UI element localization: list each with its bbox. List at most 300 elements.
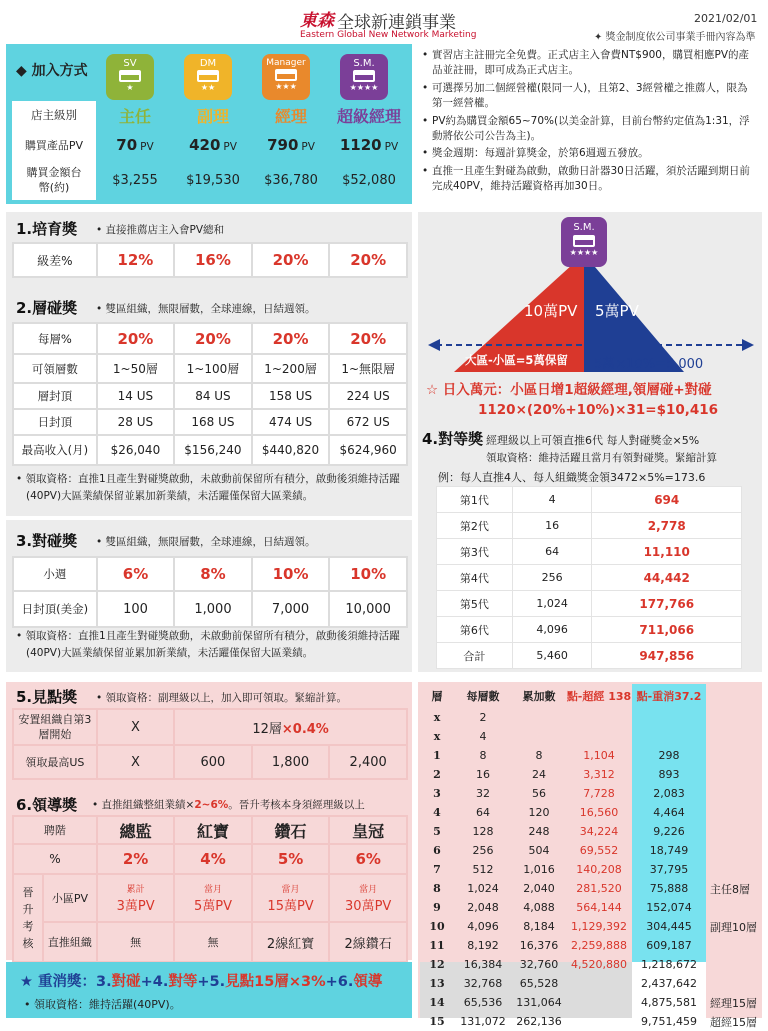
layer-cell: 1,024 xyxy=(467,882,499,895)
rank-name: 紅寶 xyxy=(174,816,251,844)
cell-value: 1~50層 xyxy=(97,354,174,383)
level-pv-sv: 70 PV xyxy=(116,135,154,154)
table-row xyxy=(420,936,706,955)
caption-left: 大區-小區=5萬保留 xyxy=(465,353,568,367)
layer-cell: 2 xyxy=(479,711,487,724)
level-badge-code: DM xyxy=(199,58,217,69)
row-label: 級差% xyxy=(13,243,97,277)
cell-value: 28 US xyxy=(97,409,174,435)
layer-cell: 15 xyxy=(429,1015,445,1028)
level-amount-dm: $19,530 xyxy=(186,172,240,188)
cell-value: 1~無限層 xyxy=(329,354,407,383)
layer-cell: 56 xyxy=(532,787,546,800)
pv-unit: PV xyxy=(223,140,237,153)
generation-bonus: 2,778 xyxy=(592,513,742,539)
layer-cell: 1,218,672 xyxy=(641,958,697,971)
layer-cell: 248 xyxy=(528,825,550,838)
cell-value: 100 xyxy=(97,591,174,627)
pv-label: 小區PV xyxy=(43,874,97,922)
layer-cell: 8 xyxy=(479,749,487,762)
join-bullet: • 直推一且產生對碰為啟動，啟動日計器30日活躍，須於活躍到期日前完成40PV，維持活躍資格再加30日。 xyxy=(422,164,750,193)
layer-cell: 131,064 xyxy=(516,996,562,1009)
layer-cell: 4,088 xyxy=(523,901,555,914)
store-icon xyxy=(197,70,219,82)
header xyxy=(0,0,768,42)
cell-value: 20% xyxy=(329,323,407,354)
rank-pct: 5% xyxy=(252,844,330,874)
layer-cell: 128 xyxy=(472,825,494,838)
layer-cell: 9,751,459 xyxy=(641,1015,697,1028)
section-5-title: 5.見點獎 xyxy=(16,688,78,706)
generation-bonus: 11,110 xyxy=(592,539,742,565)
cell-value: 1,800 xyxy=(252,745,330,779)
layer-cell: 1,129,392 xyxy=(571,920,627,933)
layer-cell xyxy=(566,993,632,1012)
layer-cell: 2,048 xyxy=(467,901,499,914)
layer-cell xyxy=(566,727,632,746)
layer-side-label: 超經15層 xyxy=(710,1016,757,1029)
table-row xyxy=(420,803,706,822)
layer-cell: 32,760 xyxy=(519,958,559,971)
level-badge-stars: ★★★★ xyxy=(349,83,379,92)
layer-side-label: 經理15層 xyxy=(710,997,757,1010)
section-4-note-1: 經理級以上可領直推6代 每人對碰獎金×5% xyxy=(486,434,700,447)
rank-org: 無 xyxy=(174,922,251,962)
cell-value: 600 xyxy=(174,745,252,779)
layer-cell xyxy=(512,727,566,746)
arrow-right-icon xyxy=(742,339,754,351)
header-subtitle: Eastern Global New Network Marketing xyxy=(300,30,477,40)
layer-cell: 37,795 xyxy=(649,863,689,876)
cell-value: 672 US xyxy=(329,409,407,435)
rank-name: 鑽石 xyxy=(252,816,330,844)
cell-value: 1~100層 xyxy=(174,354,252,383)
pv-unit: PV xyxy=(140,140,154,153)
section-2-note: • 雙區組織，無限層數，全球連線，日結週領。 xyxy=(96,303,316,315)
cell-value: $156,240 xyxy=(174,435,252,465)
table-row xyxy=(420,879,706,898)
cell-value: 20% xyxy=(174,323,252,354)
row-label: 日封頂 xyxy=(13,409,97,435)
level-badge-dm xyxy=(184,54,232,100)
layer-cell: 262,136 xyxy=(516,1015,562,1028)
section-1-title: 1.培育獎 xyxy=(16,220,78,238)
rank-pct: 2% xyxy=(97,844,174,874)
brand-logo: 東森 xyxy=(300,11,334,31)
promotion-side-label: 晉升考核 xyxy=(13,874,43,962)
table-row xyxy=(420,974,706,993)
generation-bonus: 947,856 xyxy=(592,643,742,669)
level-name-manager: 經理 xyxy=(274,106,307,126)
header-date: 2021/02/01 xyxy=(694,12,758,25)
cell-value: 1,000 xyxy=(174,591,252,627)
level-badge-stars: ★ xyxy=(126,83,134,92)
layer-cell: 2,259,888 xyxy=(571,939,627,952)
join-bullet: • 實習店主註冊完全免費。正式店主入會費NT$900，購買相應PV的產品並註冊，即可成為正式店主。 xyxy=(422,49,750,77)
generation-label: 合計 xyxy=(437,643,513,669)
level-amount-sm: $52,080 xyxy=(342,172,396,188)
layer-cell: 34,224 xyxy=(579,825,619,838)
generation-count: 64 xyxy=(512,539,592,565)
cell-value: 6% xyxy=(97,557,174,591)
row-label: 每層% xyxy=(13,323,97,354)
generation-count: 4,096 xyxy=(512,617,592,643)
table-row xyxy=(437,487,742,513)
generation-label: 第6代 xyxy=(437,617,513,643)
layer-cell: 298 xyxy=(658,749,680,762)
section-6-note: • 直推組織整組業績×2~6%。晉升考核本身須經理級以上 xyxy=(92,799,365,811)
layer-cell: 8 xyxy=(433,882,441,895)
row-label-level: 店主級別 xyxy=(12,101,96,129)
row-label-amount: 購買金額台幣(約) xyxy=(12,160,96,200)
generation-bonus: 44,442 xyxy=(592,565,742,591)
section-5-note: • 領取資格：副理級以上，加入即可領取。緊縮計算。 xyxy=(96,692,348,704)
layer-cell: 2 xyxy=(433,768,441,781)
layer-cell: 4 xyxy=(433,806,441,819)
layer-cell: 16,384 xyxy=(463,958,503,971)
table-row xyxy=(437,643,742,669)
cell-value: 1~200層 xyxy=(252,354,330,383)
cell-value: 20% xyxy=(252,243,330,277)
cell-value: 224 US xyxy=(329,383,407,409)
layer-cell: 16,376 xyxy=(519,939,559,952)
layer-cell: x xyxy=(433,730,441,743)
layer-cell: 304,445 xyxy=(646,920,692,933)
section-2-table xyxy=(12,322,408,466)
caption-right: 5萬×10%=5,000 xyxy=(594,357,704,372)
join-title: ◆ 加入方式 xyxy=(16,63,88,79)
layer-cell: 2,083 xyxy=(653,787,685,800)
table-row xyxy=(420,841,706,860)
level-badge-sv xyxy=(106,54,154,100)
layer-cell: 512 xyxy=(472,863,494,876)
cell-value: X xyxy=(97,709,174,745)
layer-cell: 12 xyxy=(429,958,445,971)
section-3-table xyxy=(12,556,408,628)
generation-label: 第1代 xyxy=(437,487,513,513)
layer-cell: 3,312 xyxy=(583,768,615,781)
cell-value: 14 US xyxy=(97,383,174,409)
generation-label: 第5代 xyxy=(437,591,513,617)
row-label: 小週 xyxy=(13,557,97,591)
section-2-title: 2.層碰獎 xyxy=(16,299,78,317)
rank-pv-value: 5萬PV xyxy=(194,899,233,914)
layer-cell: 75,888 xyxy=(649,882,689,895)
pct-label: % xyxy=(13,844,97,874)
rank-org: 2線紅寶 xyxy=(252,922,330,962)
layer-cell: 1 xyxy=(433,749,441,762)
generation-bonus: 694 xyxy=(592,487,742,513)
row-label: 安置組織自第3層開始 xyxy=(13,709,97,745)
rank-pv xyxy=(97,874,174,922)
row-label-pv: 購買產品PV xyxy=(12,129,96,160)
layer-cell: 4 xyxy=(479,730,487,743)
layer-cell xyxy=(632,708,706,727)
row-label: 層封頂 xyxy=(13,383,97,409)
join-bullets xyxy=(422,48,756,195)
arrow-left-icon xyxy=(428,339,440,351)
cell-value-span: 12層×0.4% xyxy=(174,709,407,745)
section-3-title: 3.對碰獎 xyxy=(16,532,78,550)
layer-cell xyxy=(566,974,632,993)
layer-cell: 3 xyxy=(433,787,441,800)
layer-cell: 8,184 xyxy=(523,920,555,933)
table-row xyxy=(420,822,706,841)
cell-value: $440,820 xyxy=(252,435,330,465)
section-4-table xyxy=(436,486,742,669)
cell-value: 474 US xyxy=(252,409,330,435)
layer-cell: 6 xyxy=(433,844,441,857)
section-4-example: 例：每人直推4人、每人組織獎金領3472×5%=173.6 xyxy=(438,471,706,484)
generation-count: 5,460 xyxy=(512,643,592,669)
row-label: 可領層數 xyxy=(13,354,97,383)
store-icon xyxy=(119,70,141,82)
cell-value: 8% xyxy=(174,557,252,591)
level-badge-manager xyxy=(262,54,310,100)
layer-cell: 18,749 xyxy=(649,844,689,857)
header-note: ✦ 獎金制度依公司事業手冊內容為準 xyxy=(594,32,756,43)
layer-header: 點-重消37.2 xyxy=(636,690,702,703)
layer-cell: 64 xyxy=(476,806,490,819)
section-4-note-2: 領取資格：維持活躍且當月有領對碰獎。緊縮計算 xyxy=(486,452,717,464)
cell-value: 84 US xyxy=(174,383,252,409)
layer-cell: 69,552 xyxy=(579,844,619,857)
section-6-table xyxy=(12,815,408,963)
layer-cell xyxy=(512,708,566,727)
rank-pv xyxy=(329,874,407,922)
cell-value: X xyxy=(97,745,174,779)
level-pv-sm: 1120 PV xyxy=(339,135,399,154)
row-label: 日封頂(美金) xyxy=(13,591,97,627)
layer-cell: 2,437,642 xyxy=(641,977,697,990)
rank-pct: 4% xyxy=(174,844,251,874)
layer-cell: 140,208 xyxy=(576,863,622,876)
layer-cell: 504 xyxy=(528,844,550,857)
level-amount-manager: $36,780 xyxy=(264,172,318,188)
join-bullet: • 可選擇另加二個經營權(限同一人)，且第2、3經營權之推薦人，限為第一經營權。 xyxy=(422,81,748,110)
rank-org: 無 xyxy=(97,922,174,962)
pv-unit: PV xyxy=(301,140,315,153)
layer-cell: 152,074 xyxy=(646,901,692,914)
layer-cell: 14 xyxy=(429,996,445,1009)
table-row xyxy=(420,955,706,974)
cell-value: 12% xyxy=(97,243,175,277)
cell-value: 7,000 xyxy=(252,591,330,627)
cell-value: 158 US xyxy=(252,383,330,409)
section-2-bullet: • 領取資格：直推1且產生對碰獎啟動，未啟動前保留所有積分，啟動後須維持活躍(40PV)大區業績保留並累加新業績，未活躍僅保留大區業績。 xyxy=(16,473,400,502)
cell-value: 20% xyxy=(97,323,174,354)
table-row xyxy=(437,617,742,643)
row-label: 領取最高US xyxy=(13,745,97,779)
generation-count: 1,024 xyxy=(512,591,592,617)
level-badge-stars: ★★ xyxy=(200,83,216,92)
left-volume: 10萬PV xyxy=(524,302,578,320)
layer-cell: 32,768 xyxy=(463,977,503,990)
level-badge-stars: ★★★ xyxy=(275,82,297,91)
org-label: 直推組織 xyxy=(43,922,97,962)
layer-cell: 1,104 xyxy=(583,749,615,762)
cell-value: 10% xyxy=(329,557,407,591)
table-row xyxy=(437,591,742,617)
rank-pv xyxy=(174,874,251,922)
join-bullet: • PV約為購買金額65~70%(以美金計算，目前台幣約定值為1:31，浮動將依公司公告為主)。 xyxy=(422,114,750,143)
level-name-sm: 超級經理 xyxy=(336,106,401,126)
generation-count: 16 xyxy=(512,513,592,539)
store-icon xyxy=(353,70,375,82)
cell-value: 10,000 xyxy=(329,591,407,627)
level-name-dm: 副理 xyxy=(196,106,229,126)
layer-header: 層 xyxy=(431,690,443,703)
layer-cell: 1,016 xyxy=(523,863,555,876)
rank-pv-sub: 當月 xyxy=(281,885,300,895)
layer-cell: 8 xyxy=(535,749,543,762)
layer-table xyxy=(420,684,706,1031)
daily-headline: ☆ 日入萬元：小區日增1超級經理,領層碰+對碰 xyxy=(426,382,712,398)
rank-header-label: 聘階 xyxy=(13,816,97,844)
generation-count: 4 xyxy=(512,487,592,513)
repeat-title: ★ 重消獎：3.對碰+4.對等+5.見點15層×3%+6.領導 xyxy=(20,974,383,990)
table-row xyxy=(420,917,706,936)
layer-cell: 281,520 xyxy=(576,882,622,895)
cell-value: $26,040 xyxy=(97,435,174,465)
table-row xyxy=(437,565,742,591)
layer-cell: 65,536 xyxy=(463,996,503,1009)
layer-cell xyxy=(566,1012,632,1031)
cell-value: 2,400 xyxy=(329,745,407,779)
sm-badge-code: S.M. xyxy=(573,222,595,233)
store-icon xyxy=(573,235,595,247)
table-row xyxy=(420,746,706,765)
cell-value: 10% xyxy=(252,557,330,591)
table-row xyxy=(420,784,706,803)
layer-cell: 131,072 xyxy=(460,1015,506,1028)
section-3-note: • 雙區組織，無限層數，全球連線，日結週領。 xyxy=(96,536,316,548)
layer-cell: 120 xyxy=(528,806,550,819)
layer-cell: 16,560 xyxy=(579,806,619,819)
layer-cell: 5 xyxy=(433,825,441,838)
level-badge-sm xyxy=(340,54,388,100)
layer-side-label: 副理10層 xyxy=(710,921,757,934)
section-1-note: • 直接推薦店主入會PV總和 xyxy=(96,224,225,236)
rank-org: 2線鑽石 xyxy=(329,922,407,962)
generation-label: 第4代 xyxy=(437,565,513,591)
generation-bonus: 177,766 xyxy=(592,591,742,617)
cell-value: 20% xyxy=(252,323,330,354)
table-row xyxy=(420,708,706,727)
layer-cell: 11 xyxy=(429,939,445,952)
header-title: 全球新連鎖事業 xyxy=(337,13,456,33)
layer-cell: 4,875,581 xyxy=(641,996,697,1009)
level-amount-sv: $3,255 xyxy=(112,172,158,188)
level-badge-code: Manager xyxy=(266,58,306,68)
layer-cell: 24 xyxy=(532,768,546,781)
layer-cell: 16 xyxy=(476,768,490,781)
layer-header: 累加數 xyxy=(522,690,556,703)
layer-cell: 7,728 xyxy=(583,787,615,800)
level-pv-dm: 420 PV xyxy=(189,135,237,154)
generation-count: 256 xyxy=(512,565,592,591)
rank-pv xyxy=(252,874,330,922)
layer-cell: 564,144 xyxy=(576,901,622,914)
table-row xyxy=(420,898,706,917)
layer-cell: 32 xyxy=(476,787,490,800)
table-row xyxy=(437,513,742,539)
layer-cell: 4,096 xyxy=(467,920,499,933)
rank-pv-value: 15萬PV xyxy=(267,899,314,914)
rank-pv-sub: 累計 xyxy=(126,885,145,895)
layer-cell: 10 xyxy=(429,920,445,933)
section-1-table xyxy=(12,242,408,278)
section-3-bullet: • 領取資格：直推1且產生對碰獎啟動，未啟動前保留所有積分，啟動後須維持活躍(40PV)大區業績保留並累加新業績，未活躍僅保留大區業績。 xyxy=(16,630,400,659)
table-row xyxy=(437,539,742,565)
table-row xyxy=(420,1012,706,1031)
layer-cell: 893 xyxy=(658,768,680,781)
layer-cell: 256 xyxy=(472,844,494,857)
rank-name: 皇冠 xyxy=(329,816,407,844)
repeat-note: • 領取資格：維持活躍(40PV)。 xyxy=(24,998,181,1011)
sm-badge xyxy=(561,217,607,267)
section-5-table xyxy=(12,708,408,780)
rank-pv-value: 3萬PV xyxy=(116,899,155,914)
layer-cell: 4,464 xyxy=(653,806,685,819)
table-row xyxy=(420,993,706,1012)
layer-cell: 4,520,880 xyxy=(571,958,627,971)
layer-cell: 2,040 xyxy=(523,882,555,895)
layer-cell: 8,192 xyxy=(467,939,499,952)
join-table xyxy=(12,101,408,200)
layer-cell xyxy=(632,727,706,746)
generation-bonus: 711,066 xyxy=(592,617,742,643)
cell-value: 20% xyxy=(329,243,407,277)
rank-pv-value: 30萬PV xyxy=(345,899,392,914)
layer-cell: 7 xyxy=(433,863,441,876)
table-row xyxy=(420,860,706,879)
layer-cell: 9,226 xyxy=(653,825,685,838)
section-4-title: 4.對等獎 xyxy=(422,430,484,448)
layer-cell: 9 xyxy=(433,901,441,914)
cell-value: $624,960 xyxy=(329,435,407,465)
pv-unit: PV xyxy=(384,140,399,153)
table-row xyxy=(420,765,706,784)
level-name-sv: 主任 xyxy=(118,106,151,126)
layer-cell: 13 xyxy=(429,977,445,990)
generation-label: 第2代 xyxy=(437,513,513,539)
table-row xyxy=(420,727,706,746)
level-badge-code: SV xyxy=(123,58,137,69)
layer-cell xyxy=(566,708,632,727)
level-pv-manager: 790 PV xyxy=(267,135,315,154)
layer-header: 每層數 xyxy=(466,690,500,703)
layer-header: 點-超經 138 xyxy=(566,690,632,703)
right-volume: 5萬PV xyxy=(595,302,639,320)
rank-pct: 6% xyxy=(329,844,407,874)
cell-value: 16% xyxy=(174,243,252,277)
layer-side-label: 主任8層 xyxy=(710,883,750,896)
row-label: 最高收入(月) xyxy=(13,435,97,465)
join-bullet: • 獎金週期：每週計算獎金，於第6週週五發放。 xyxy=(422,147,649,160)
section-6-title: 6.領導獎 xyxy=(16,796,78,814)
layer-cell: 609,187 xyxy=(646,939,692,952)
rank-pv-sub: 當月 xyxy=(359,885,378,895)
layer-cell: 65,528 xyxy=(519,977,559,990)
layer-cell: x xyxy=(433,711,441,724)
daily-formula: 1120×(20%+10%)×31=$10,416 xyxy=(478,402,719,418)
cell-value: 168 US xyxy=(174,409,252,435)
level-badge-code: S.M. xyxy=(353,58,375,69)
rank-pv-sub: 當月 xyxy=(204,885,223,895)
store-icon xyxy=(275,69,297,81)
sm-badge-stars: ★★★★ xyxy=(569,248,599,257)
